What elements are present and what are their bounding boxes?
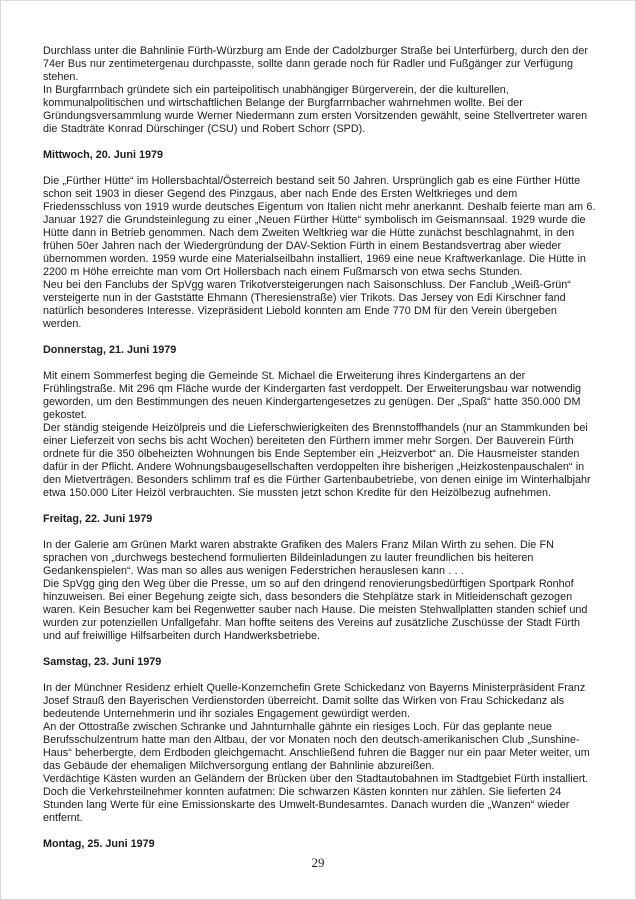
entry-paragraph: An der Ottostraße zwischen Schranke und Jahnturnhalle gähnte ein riesiges Loch. Für das geplante neue Berufsschulzentrum hatte man den Altbau, der vor Monaten noch den deutsch-amerikanischen Club „Sunshine-Haus“ beherbergte, dem Erdboden gleichgemacht. Anschließend fuhren die Bagger nur ein paar Meter weiter, um das Gebäude der ehemaligen Milchversorgung entlang der Bahnlinie abzureißen. [43, 721, 590, 772]
entry-heading-samstag-23-juni: Samstag, 23. Juni 1979 [43, 656, 162, 668]
entry-paragraph: Die „Fürther Hütte“ im Hollersbachtal/Österreich bestand seit 50 Jahren. Ursprünglich gab es eine Fürther Hütte schon seit 1903 in dieser Gegend des Pinzgaus, aber nach Ende des Ersten Weltkrieges und dem Friedensschluss von 1919 wurde deutsches Eigentum von Italien nicht mehr anerkannt. Deshalb feierte man am 6. Januar 1927 die Grundsteinlegung zu einer „Neuen Fürther Hütte“ symbolisch im Geismannsaal. 1929 wurde die Hütte dann in Betrieb genommen. Nach dem Zweiten Weltkrieg war die Hütte zunächst beschlagnahmt, in den frühen 50er Jahren nach der Wiedergründung der DAV-Sektion Fürth in einem Bestandsvertrag aber wieder übernommen worden. 1959 wurde eine Materialseilbahn installiert, 1969 eine neue Kraftwerkanlage. Die Hütte in 2200 m Höhe erreichte man vom Ort Hollersbach nach einem Fußmarsch von etwa sechs Stunden. [43, 175, 596, 278]
intro-paragraph: Durchlass unter die Bahnlinie Fürth-Würzburg am Ende der Cadolzburger Straße bei Unterfürberg, durch den der 74er Bus nur zentimetergenau durchpasste, sollte dann gerade noch für Radler und Fußgänger zur Verfügung stehen. [43, 45, 588, 83]
document-body [43, 45, 597, 864]
entry-heading-freitag-22-juni: Freitag, 22. Juni 1979 [43, 513, 153, 525]
entry-paragraph: In der Galerie am Grünen Markt waren abstrakte Grafiken des Malers Franz Milan Wirth zu sehen. Die FN sprachen von „durchwegs bestechend formulierten Bildeinladungen zu lauter freundlichen bis heiteren Gedankenspielen“. Was man so alles aus wenigen Federstrichen herauslesen kann . . . [43, 539, 554, 577]
page-number: 29 [311, 855, 325, 870]
entry-paragraph: In der Münchner Residenz erhielt Quelle-Konzernchefin Grete Schickedanz von Bayerns Ministerpräsident Franz Josef Strauß den Bayerischen Verdienstorden überreicht. Damit sollte das Wirken von Frau Schickedanz als bedeutende Unternehmerin und ihr soziales Engagement gewürdigt werden. [43, 682, 586, 720]
entry-paragraph: Die SpVgg ging den Weg über die Presse, um so auf den dringend renovierungsbedürftigen Sportpark Ronhof hinzuweisen. Bei einer Begehung zeigte sich, dass besonders die Stehplätze stark in Mitleidenschaft gezogen waren. Kein Besucher kam bei Regenwetter sauber nach Hause. Die meisten Stehwallplatten standen schief und wurden zur potenziellen Unfallgefahr. Man hoffte seitens des Vereins auf zusätzliche Zuschüsse der Stadt Fürth und auf freiwillige Hilfsarbeiten durch Handwerksbetriebe. [43, 578, 588, 642]
entry-paragraph: Neu bei den Fanclubs der SpVgg waren Trikotversteigerungen nach Saisonschluss. Der Fanclub „Weiß-Grün“ versteigerte nun in der Gaststätte Ehmann (Theresienstraße) vier Trikots. Das Jersey von Edi Kirschner fand natürlich besonderes Interesse. Vizepräsident Liebold konnten am Ende 770 DM für den Verein übergeben werden. [43, 279, 571, 330]
entry-heading-donnerstag-21-juni: Donnerstag, 21. Juni 1979 [43, 344, 177, 356]
entry-paragraph: Der ständig steigende Heizölpreis und die Lieferschwierigkeiten des Brennstoffhandels (nur an Stammkunden bei einer Lieferzeit von sechs bis acht Wochen) bereiteten den Fürthern immer mehr Sorgen. Der Bauverein Fürth ordnete für die 350 ölbeheizten Wohnungen bis Ende September ein „Heizverbot“ an. Die Hausmeister standen dafür in der Pflicht. Andere Wohnungsbaugesellschaften verdoppelten ihre bisherigen „Heizkostenpauschalen“ in den Mietverträgen. Besonders schlimm traf es die Fürther Gartenbaubetriebe, von denen einige im Winterhalbjahr etwa 150.000 Liter Heizöl verbrauchten. Sie mussten jetzt schon Kredite für den Heizölbezug aufnehmen. [43, 422, 591, 499]
entry-paragraph: Verdächtige Kästen wurden an Geländern der Brücken über den Stadtautobahnen im Stadtgebiet Fürth installiert. Doch die Verkehrsteilnehmer konnten aufatmen: Die schwarzen Kästen konnten nur zählen. Sie lieferten 24 Stunden lang Werte für eine Emissionskarte des Umwelt-Bundesamtes. Danach wurden die „Wanzen“ wieder entfernt. [43, 773, 589, 824]
entry-heading-montag-25-juni: Montag, 25. Juni 1979 [43, 838, 155, 850]
entry-paragraph: Mit einem Sommerfest beging die Gemeinde St. Michael die Erweiterung ihres Kindergartens an der Frühlingstraße. Mit 296 qm Fläche wurde der Kindergarten fast verdoppelt. Der Erweiterungsbau war notwendig geworden, um den Bestimmungen des neuen Kindergartengesetzes zu genügen. Der „Spaß“ hatte 350.000 DM gekostet. [43, 370, 582, 421]
intro-paragraph: In Burgfarrnbach gründete sich ein parteipolitisch unabhängiger Bürgerverein, der die kulturellen, kommunalpolitischen und wirtschaftlichen Belange der Burgfarrnbacher wahrnehmen wollte. Bei der Gründungsversammlung wurde Werner Niedermann zum ersten Vorsitzenden gewählt, seine Stellvertreter waren die Stadträte Konrad Dürschinger (CSU) und Robert Schorr (SPD). [43, 84, 588, 135]
entry-heading-mittwoch-20-juni: Mittwoch, 20. Juni 1979 [43, 149, 163, 161]
